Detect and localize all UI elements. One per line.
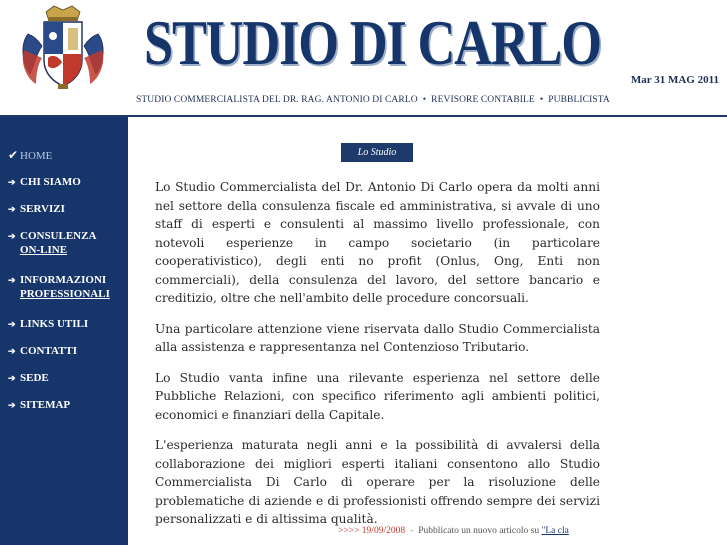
tagline-part: STUDIO COMMERCIALISTA DEL DR. RAG. ANTONIO DI CARLO	[136, 95, 418, 105]
news-message: Pubblicato un nuovo articolo su	[418, 526, 540, 536]
sidebar-item-sitemap[interactable]	[8, 398, 70, 412]
sidebar-item-label: SEDE	[20, 372, 49, 384]
sidebar-item-label-line2: ON-LINE	[20, 244, 68, 256]
sidebar-item-label: SITEMAP	[20, 399, 71, 411]
sidebar-item-label: LINKS UTILI	[20, 318, 89, 330]
brand-title: STUDIO DI CARLO	[144, 7, 601, 78]
news-link[interactable]: "La cla	[541, 526, 569, 536]
arrow-right-icon: ➔	[8, 275, 16, 285]
check-icon: ✔	[8, 148, 19, 162]
arrow-right-icon: ➔	[8, 177, 16, 187]
sidebar-item-consulenza-online[interactable]	[8, 229, 96, 257]
sidebar-item-contatti[interactable]	[8, 344, 77, 358]
arrow-right-icon: ➔	[8, 319, 16, 329]
sidebar-item-label: HOME	[20, 150, 53, 162]
sidebar-nav	[0, 117, 128, 545]
sidebar-item-label: SERVIZI	[20, 203, 65, 215]
current-date: Mar 31 MAG 2011	[630, 74, 719, 86]
tagline-separator: •	[422, 95, 427, 105]
news-dash: -	[410, 526, 414, 536]
sidebar-item-servizi[interactable]	[8, 202, 65, 216]
arrow-right-icon: ➔	[8, 346, 16, 356]
arrow-right-icon: ➔	[8, 204, 16, 214]
news-ticker	[338, 526, 600, 540]
arrow-right-icon: ➔	[8, 231, 16, 241]
content-paragraph: Una particolare attenzione viene riservata dallo Studio Commercialista alla assistenza e rappresentanza nel Contenzioso Tributario.	[155, 321, 600, 354]
tagline-separator: •	[539, 95, 544, 105]
sidebar-item-informazioni-professionali[interactable]	[8, 273, 110, 301]
crest-logo-icon	[18, 4, 108, 90]
tagline	[136, 95, 610, 105]
content-paragraph: Lo Studio vanta infine una rilevante esperienza nel settore delle Pubbliche Relazioni, con specifico riferimento agli ambienti politici, economici e finanziari della Capitale.	[155, 370, 600, 422]
news-date: >>>> 19/09/2008	[338, 526, 406, 536]
sidebar-item-label: INFORMAZIONI	[20, 274, 107, 286]
sidebar-item-label: CONSULENZA	[20, 230, 97, 242]
sidebar-item-sede[interactable]	[8, 371, 49, 385]
sidebar-item-label: CHI SIAMO	[20, 176, 81, 188]
sidebar-item-chi-siamo[interactable]	[8, 175, 81, 189]
section-title: Lo Studio	[341, 143, 413, 162]
sidebar-item-label-line2: PROFESSIONALI	[20, 288, 110, 300]
header	[0, 0, 727, 116]
sidebar-item-links-utili[interactable]	[8, 317, 88, 331]
sidebar-item-label: CONTATTI	[20, 345, 78, 357]
content-paragraph: Lo Studio Commercialista del Dr. Antonio Di Carlo opera da molti anni nel settore della consulenza fiscale ed amministrativa, si avvale di uno staff di esperti e consulenti al massimo livello professionale, con notevoli esperienze in campo societario (in particolare cooperativistico), degli enti no profit (Onlus, Ong, Enti non commerciali), della consulenza del lavoro, del settore bancario e creditizio, oltre che nell'ambito delle procedure concorsuali.	[155, 180, 600, 305]
tagline-part: REVISORE CONTABILE	[431, 95, 535, 105]
tagline-part: PUBBLICISTA	[548, 95, 610, 105]
sidebar-item-home[interactable]	[8, 148, 52, 163]
main-content	[155, 178, 600, 541]
arrow-right-icon: ➔	[8, 373, 16, 383]
content-paragraph: L'esperienza maturata negli anni e la possibilità di avvalersi della collaborazione dei migliori esperti italiani consentono allo Studio Commercialista Di Carlo di operare per la risoluzione delle problematiche di aziende e di professionisti offrendo sempre dei servizi personalizzati e di altissima qualità.	[155, 438, 600, 526]
arrow-right-icon: ➔	[8, 400, 16, 410]
